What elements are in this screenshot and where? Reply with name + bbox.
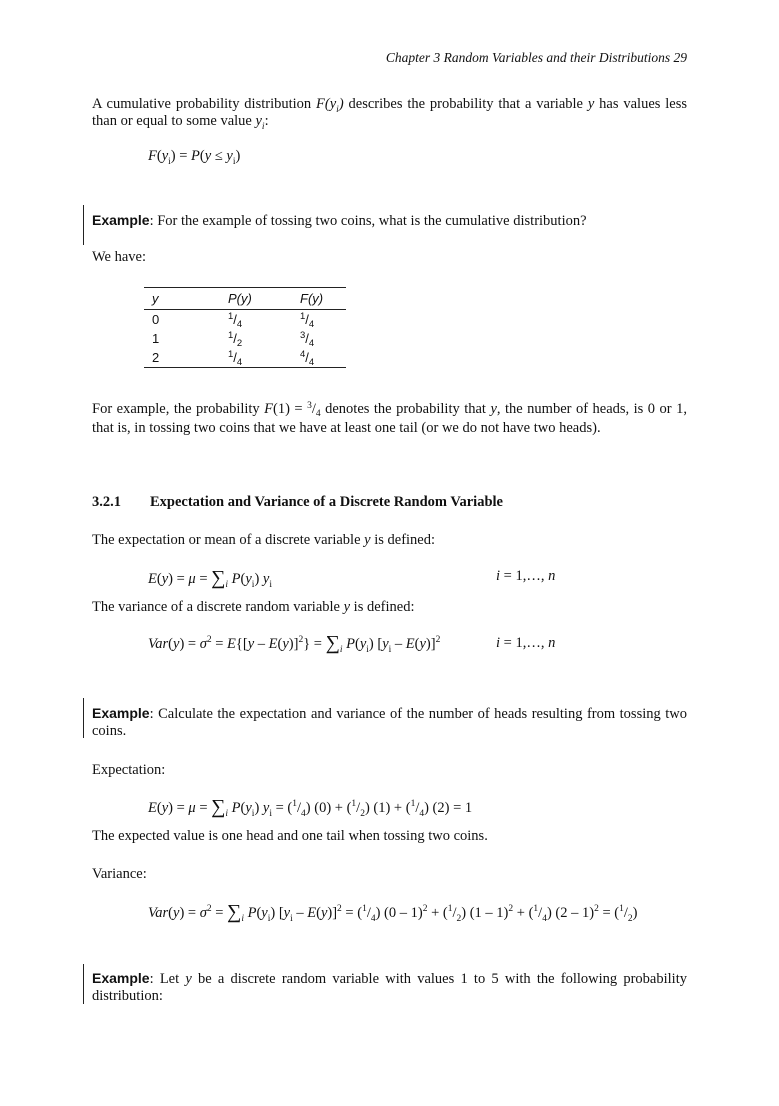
for-example-paragraph: For example, the probability $F(1) = ^3/_4$ denotes the probability that y, the number of heads, is 0 or 1, that is, in tossing two coins that we have at least one tail (or we do not have two heads). xyxy=(92,401,687,436)
distribution-table xyxy=(144,287,346,368)
cell-y: 0 xyxy=(152,312,160,327)
cell-y: 1 xyxy=(152,331,160,346)
table-row xyxy=(144,329,346,348)
variance-definition: The variance of a discrete random variable y is defined: xyxy=(92,599,415,615)
variance-calculation: $Var(y) = \sigma^2 = \sum_i$ $P(y_i)$ $[y_i - E(y)]^2 = (^1/_4)$ $(0 - 1)^2 + (^1/_2)$ $(1 - 1)^2 + (^1/_4)$ $(2 - 1)^2 = (^1/_2)$ xyxy=(148,901,638,924)
intro-paragraph: A cumulative probability distribution $F(y_i)$ describes the probability that a variable y has values less than or equal to some value $y_i$: xyxy=(92,96,688,132)
example-marker xyxy=(83,964,84,1004)
table-header-row xyxy=(144,288,346,310)
expectation-definition: The expectation or mean of a discrete variable y is defined: xyxy=(92,532,436,548)
example-marker xyxy=(83,205,84,245)
cell-p: $^1/_2$ xyxy=(228,330,243,349)
expected-value-text: The expected value is one head and one tail when tossing two coins. xyxy=(92,828,488,844)
cell-p: $^1/_4$ xyxy=(228,311,243,330)
column-header-f: F(y) xyxy=(292,288,346,310)
variance-range: i = 1,…, n xyxy=(496,635,556,651)
cell-y: 2 xyxy=(152,350,160,365)
running-header: Chapter 3 Random Variables and their Distributions 29 xyxy=(385,50,687,65)
column-header-p: P(y) xyxy=(220,288,292,310)
cell-p: $^1/_4$ xyxy=(228,349,243,368)
cell-f: $^1/_4$ xyxy=(300,311,315,330)
example1-we-have: We have: xyxy=(92,249,146,265)
expectation-range: i = 1,…, n xyxy=(496,568,556,584)
expectation-label: Expectation: xyxy=(92,762,166,778)
expectation-equation: $E(y) = \mu = \sum_i$ $P(y_i)$ $y_i$ xyxy=(148,567,272,590)
table-row xyxy=(144,348,346,368)
table-row xyxy=(144,310,346,330)
column-header-y: y xyxy=(144,288,220,310)
example2-question: Example: Calculate the expectation and variance of the number of heads resulting from tossing two coins. xyxy=(92,705,687,739)
cdf-equation: $F(y_i) = P(y \le y_i)$ xyxy=(148,148,241,167)
cell-f: $^4/_4$ xyxy=(300,349,315,368)
example1-question: Example: For the example of tossing two coins, what is the cumulative distribution? xyxy=(92,212,587,229)
variance-equation: $Var(y) = \sigma^2 = E\{[y - E(y)]^2\} = \sum_i$ $P(y_i)$ $[y_i - E(y)]^2$ xyxy=(148,632,441,655)
variance-label: Variance: xyxy=(92,866,147,882)
expectation-calculation: $E(y) = \mu = \sum_i$ $P(y_i) y_i = (^1/_4) (0) + (^1/_2) (1) + (^1/_4) (2) = 1$ xyxy=(148,796,473,819)
section-heading: 3.2.1 Expectation and Variance of a Discrete Random Variable xyxy=(92,494,503,510)
cell-f: $^3/_4$ xyxy=(300,330,315,349)
example-marker xyxy=(83,698,84,738)
example3-question: Example: Let y be a discrete random variable with values 1 to 5 with the following probability distribution: xyxy=(92,970,687,1004)
